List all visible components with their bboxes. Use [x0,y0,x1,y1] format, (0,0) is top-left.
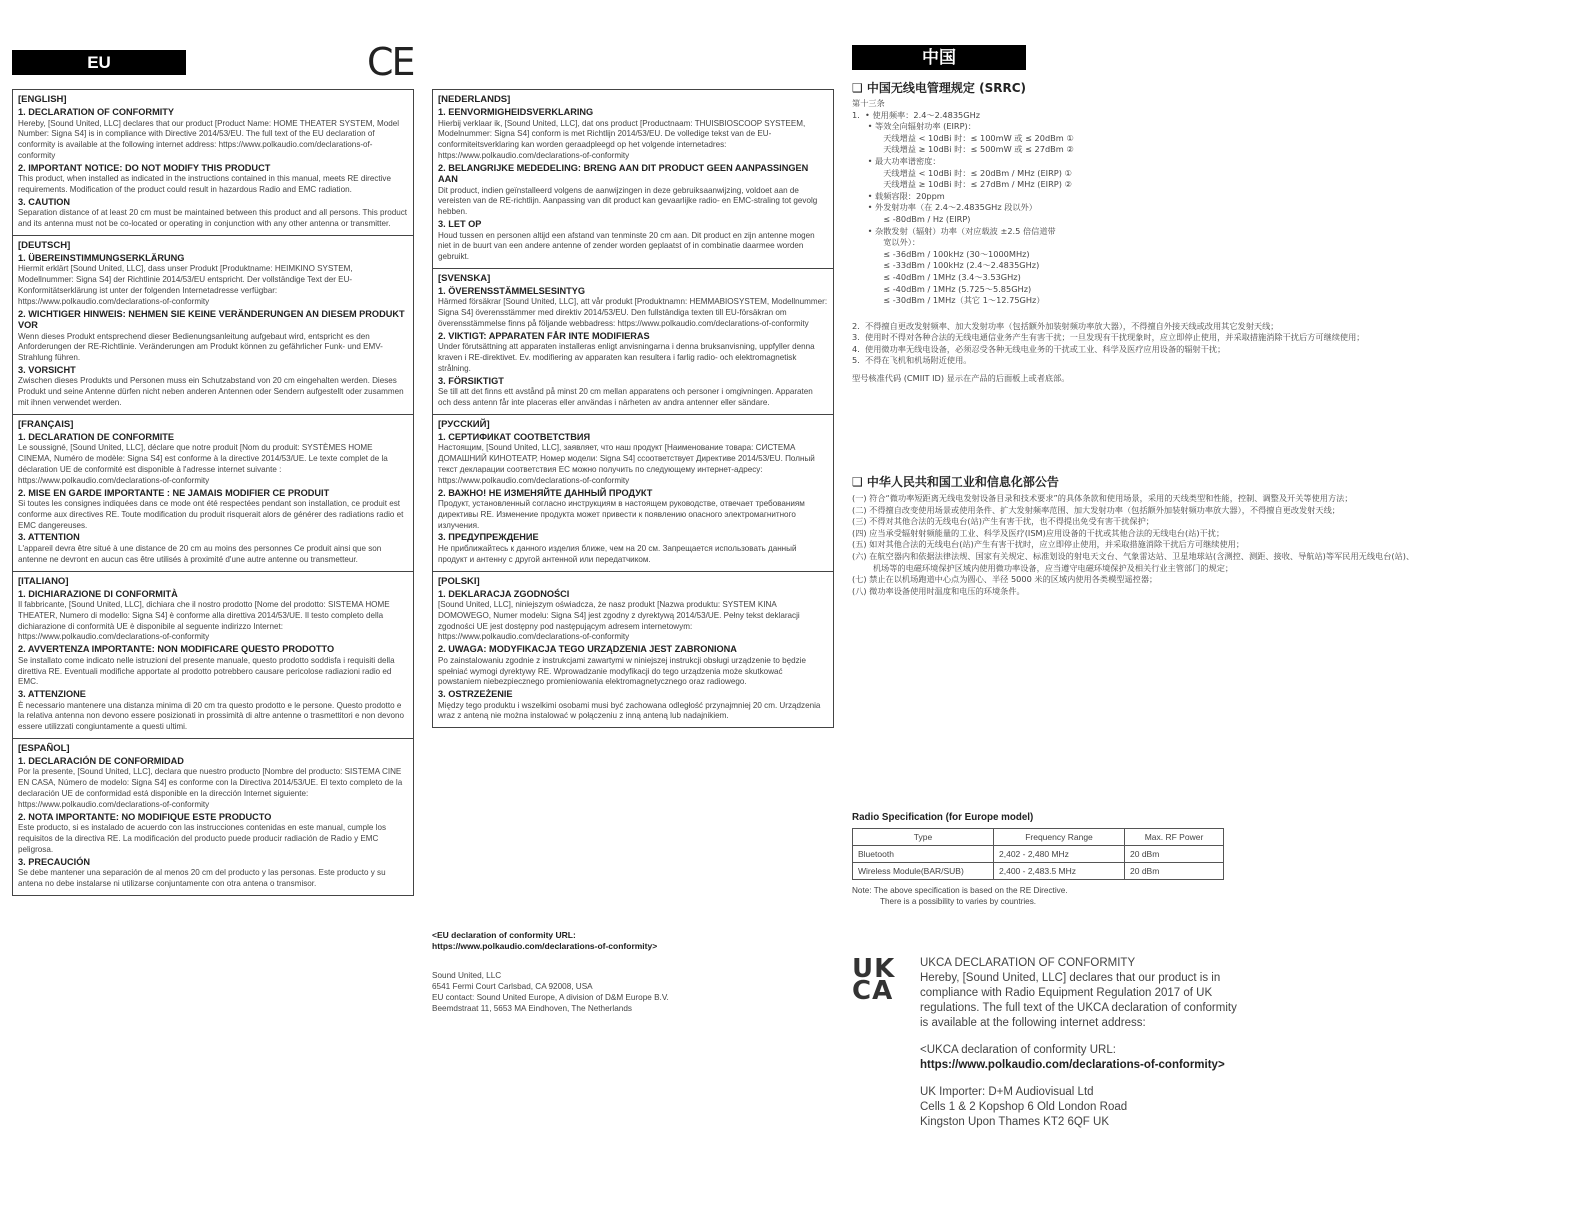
cn-line: • 外发射功率（在 2.4～2.4835GHz 段以外） [852,202,1037,213]
ukca-url-link[interactable]: https://www.polkaudio.com/declarations-of-conformity> [920,1059,1225,1071]
language-block [12,89,414,236]
cn-line: ≤ -36dBm / 100kHz (30～1000MHz) [852,248,1030,259]
cn-line: 宽以外）： [852,237,921,248]
declaration-section [18,365,408,409]
radio-spec-table [852,828,1224,880]
cn-line: (七) 禁止在以机场跑道中心点为圆心、半径 5000 米的区域内使用各类模型遥控器； [852,574,1158,585]
section-text: Hereby, [Sound United, LLC] declares that our product [Product Name: HOME THEATER SYSTEM, Model Number: Signa S4] is in compliance with Directive 2014/53/EU. The full text of the EU declaration of conformity is available at the following internet address: https://www.polkaudio.com/declarations-of-conformity [18,118,400,160]
cn-line: (八) 微功率设备使用时温度和电压的环境条件。 [852,585,1025,596]
section-text: Le soussigné, [Sound United, LLC], déclare que notre produit [Nom du produit: SYSTÈMES HOME CINEMA, Numéro de modèle: Signa S4] est conforme à la directive 2014/53/UE. Le texte complet de la déclaration UE de conformité est disponible à l'adresse internet suivante : https://www.polkaudio.com/declarations-of-conformity [18,443,388,485]
cn-line: 天线增益 ≥ 10dBi 时：≤ 27dBm / MHz (EIRP) ② [852,179,1072,190]
section-heading: 1. ÖVERENSSTÄMMELSESINTYG [438,285,586,296]
cn-line: (五) 如对其他合法的无线电台(站)产生有害干扰时，应立即停止使用，并采取措施消除干扰后方可继续使用； [852,539,1245,550]
cn-line: (一) 符合“微功率短距离无线电发射设备目录和技术要求”的具体条款和使用场景，采用的天线类型和性能，控制、调整及开关等使用方法； [852,493,1353,503]
section-text: Se installato come indicato nelle istruzioni del presente manuale, questo prodotto soddisfa i requisiti della direttiva RE. Eventuali modifiche apportate al prodotto potrebbero causare pericolose radiazioni radio ed EMC. [18,655,395,687]
cn-line: ≤ -40dBm / 1MHz (3.4～3.53GHz) [852,271,1021,282]
eu-url-link[interactable]: https://www.polkaudio.com/declarations-of-conformity> [432,941,658,951]
cn-line: 第十三条 [852,98,885,108]
table-cell: Bluetooth [853,845,994,862]
eu-tag: EU [12,50,186,75]
declaration-section [438,432,828,487]
ukca-url-label: <UKCA declaration of conformity URL: [920,1044,1116,1056]
declaration-section [438,219,828,263]
cn-line: ≤ -40dBm / 1MHz (5.725～5.85GHz) [852,283,1032,294]
section-heading: 3. LET OP [438,219,482,230]
section-heading: 2. NOTA IMPORTANTE: NO MODIFIQUE ESTE PRODUCTO [18,811,272,822]
section-text: Este producto, si es instalado de acuerdo con las instrucciones contenidas en este manual, cumple los requisitos de la directiva RE. La modificación del producto puede producir radiación de Radio y EMC peligrosa. [18,823,387,854]
section-heading: 2. IMPORTANT NOTICE: DO NOT MODIFY THIS PRODUCT [18,162,271,173]
language-label: [ITALIANO] [18,575,69,587]
section-text: Se debe mantener una separación de al menos 20 cm del producto y las personas. Este producto y su antena no debe instalarse ni utilizarse conjuntamente con otra antena o transmisor. [18,868,386,888]
declaration-section [438,286,828,330]
cn-line: ≤ -80dBm / Hz (EIRP) [852,213,971,224]
section-heading: 1. ÜBEREINSTIMMUNGSERKLÄRUNG [18,252,185,263]
uk-importer: UK Importer: D+M Audiovisual Ltd [920,1086,1094,1098]
declaration-section [18,644,408,688]
section-heading: 1. DECLARATION OF CONFORMITY [18,107,175,117]
language-block [432,269,834,415]
language-label: [ENGLISH] [18,94,67,105]
declaration-section [438,488,828,532]
section-text: Houd tussen en personen altijd een afstand van tenminste 20 cm aan. Dit product en zijn antenne mogen niet in de buurt van een andere antenne of zender worden geplaatst of in combinatie daarmee worden gebruikt. [438,230,815,262]
declaration-section [18,756,408,811]
cn-line: • 等效全向辐射功率 (EIRP)： [852,121,976,132]
cn-line: 机场等的电磁环境保护区域内使用微功率设备，应当遵守电磁环境保护及相关行业主管部门的规定； [852,562,1234,573]
section-heading: 3. ATTENTION [18,532,80,543]
cn-line: 天线增益 < 10dBi 时：≤ 20dBm / MHz (EIRP) ① [852,167,1072,178]
uk-importer-address: Cells 1 & 2 Kopshop 6 Old London Road [920,1101,1128,1113]
ce-mark: CE [367,40,414,84]
section-text: Продукт, установленный согласно инструкциям в настоящем руководстве, отвечает требованиям директивы RE. Изменение продукта может привести к появлению опасного электромагнитного излучения. [438,499,805,530]
cn-line: ≤ -30dBm / 1MHz（其它 1～12.75GHz） [852,295,1045,306]
declaration-section [18,689,408,733]
table-cell: 2,400 - 2,483.5 MHz [994,862,1125,879]
cn-line: (四) 应当承受辐射射频能量的工业、科学及医疗(ISM)应用设备的干扰或其他合法的无线电台(站)干扰； [852,527,1225,538]
address-line: Beemdstraat 11, 5653 MA Eindhoven, The Netherlands [432,1004,632,1013]
declaration-section [438,376,828,409]
cn-line: 2. 不得擅自更改发射频率、加大发射功率（包括额外加装射频功率放大器），不得擅自外接天线或改用其它发射天线； [852,320,1279,331]
section-text: Hierbij verklaar ik, [Sound United, LLC], dat ons product [Productnaam: THUISBIOSCOOP SYSTEEM, Modelnummer: Signa S4] conform is met Richtlijn 2014/53/EU. De volledige tekst van de EU-conformiteitsverklaring kan worden geraadpleegd op het volgende internetadres: https://www.polkaudio.com/declarations-of-conformity [438,118,806,160]
language-label: [ESPAÑOL] [18,742,70,754]
section-heading: 1. EENVORMIGHEIDSVERKLARING [438,107,594,117]
eu-declarations-column-1 [12,89,414,896]
cn-line: 4. 使用微功率无线电设备，必须忍受各种无线电业务的干扰或工业、科学及医疗应用设备的辐射干扰； [852,343,1226,354]
declaration-section [18,857,408,890]
ukca-body: is available at the following internet address: [920,1017,1146,1029]
language-block [12,739,414,896]
cn-line: 天线增益 < 10dBi 时：≤ 100mW 或 ≤ 20dBm ① [852,132,1074,143]
declaration-section [18,253,408,308]
declaration-section [438,589,828,644]
section-heading: 2. ВАЖНО! НЕ ИЗМЕНЯЙТЕ ДАННЫЙ ПРОДУКТ [438,487,653,498]
language-label: [NEDERLANDS] [438,94,511,105]
section-heading: 3. CAUTION [18,196,71,207]
table-header: Max. RF Power [1125,828,1224,845]
section-text: Не приближайтесь к данного изделия ближе, чем на 20 см. Запрещается использовать данный продукт и антенну с другой антенной или передатчиком. [438,543,797,564]
table-cell: 20 dBm [1125,862,1224,879]
radio-spec-title: Radio Specification (for Europe model) [852,812,1034,823]
eu-url-label: <EU declaration of conformity URL: [432,930,576,940]
eu-footer [432,930,834,1014]
section-heading: 2. UWAGA: MODYFIKACJA TEGO URZĄDZENIA JEST ZABRONIONA [438,644,737,655]
declaration-section [18,488,408,532]
language-block [432,415,834,572]
language-label: [POLSKI] [438,575,480,587]
cn-line: • 载频容限：20ppm [852,190,945,201]
section-heading: 1. СЕРТИФИКАТ СООТВЕТСТВИЯ [438,431,591,442]
section-text: [Sound United, LLC], niniejszym oświadcza, że nasz produkt [Nazwa produktu: SYSTEM KINA DOMOWEGO, Numer modelu: Signa S4] jest zgodny z dyrektywą 2014/53/UE. Pełny tekst deklaracji zgodności UE jest dostępny pod następującym adresem internetowym: https://www.polkaudio.com/declarations-of-conformity [438,600,800,642]
table-cell: 2,402 - 2,480 MHz [994,845,1125,862]
ukca-body: compliance with Radio Equipment Regulation 2017 of UK [920,987,1213,999]
ukca-logo-top: UK [852,954,896,984]
ukca-title: UKCA DECLARATION OF CONFORMITY [920,957,1136,969]
cn-line: 型号核准代码 (CMIIT ID) 显示在产品的后面板上或者底部。 [852,373,1070,384]
section-heading: 2. AVVERTENZA IMPORTANTE: NON MODIFICARE QUESTO PRODOTTO [18,644,335,655]
spec-note: Note: The above specification is based on the RE Directive. [852,885,1068,895]
declaration-section [438,689,828,722]
language-block [432,89,834,269]
section-text: Il fabbricante, [Sound United, LLC], dichiara che il nostro prodotto [Nome del prodotto: SISTEMA HOME THEATER, Numero di modello: Signa S4] è conforme alla direttiva 2014/53/UE. Il testo completo della dichiarazione di conformità UE è disponibile al seguente indirizzo Internet: https://www.polkaudio.com/declarations-of-conformity [18,600,390,642]
section-heading: 1. DECLARATION DE CONFORMITE [18,431,175,442]
miit-title: ❑ 中华人民共和国工业和信息化部公告 [852,475,1059,489]
declaration-section [18,197,408,230]
declaration-section [18,812,408,856]
cn-line: • 最大功率谱密度： [852,155,941,166]
table-row [853,845,1224,862]
declaration-section [438,532,828,565]
spec-note: There is a possibility to varies by countries. [880,896,1037,906]
declaration-section [18,163,408,196]
ukca-logo-bottom: CA [852,976,894,1006]
language-label: [DEUTSCH] [18,239,71,251]
language-block [432,572,834,729]
section-text: Po zainstalowaniu zgodnie z instrukcjami zawartymi w niniejszej instrukcji obsługi urządzenie to będzie spełniać wymogi dyrektywy RE. Wprowadzanie modyfikacji do tego urządzenia może skutkować powstaniem niebezpiecznego promieniowania elektromagnetycznego oraz radiowego. [438,655,806,687]
section-heading: 2. WICHTIGER HINWEIS: NEHMEN SIE KEINE VERÄNDERUNGEN AN DIESEM PRODUKT VOR [18,308,405,331]
section-text: È necessario mantenere una distanza minima di 20 cm tra questo prodotto e le persone. Questo prodotto e la relativa antenna non devono essere posizionati in prossimità di altre antenne o trasmettitori e non devono essere utilizzati congiuntamente a questi ultimi. [18,700,405,732]
section-text: Under förutsättning att apparaten installeras enligt anvisningarna i denna bruksanvisning, uppfyller denna kraven i RE-direktivet. Ev. modifiering av apparaten kan resultera i farlig radio- och elektromagnetisk strålning. [438,342,815,373]
section-heading: 3. ПРЕДУПРЕЖДЕНИЕ [438,532,539,543]
cn-line: (二) 不得擅自改变使用场景或使用条件、扩大发射频率范围、加大发射功率（包括额外加装射频功率放大器），不得擅自更改发射天线； [852,504,1340,515]
cn-line: (三) 不得对其他合法的无线电台(站)产生有害干扰，也不得提出免受有害干扰保护； [852,516,1154,527]
cn-line: • 杂散发射（辐射）功率（对应载波 ±2.5 倍信道带 [852,225,1056,236]
section-heading: 3. OSTRZEŻENIE [438,689,513,700]
ukca-logo [852,954,922,1006]
language-block [12,236,414,415]
declaration-section [438,107,828,162]
language-label: [SVENSKA] [438,272,491,284]
china-miit-section [852,474,1577,597]
declaration-section [18,532,408,565]
declaration-section [18,589,408,644]
address-line: Sound United, LLC [432,971,502,980]
table-row [853,862,1224,879]
ukca-body: regulations. The full text of the UKCA declaration of conformity [920,1002,1237,1014]
declaration-section [438,331,828,375]
cn-line: 天线增益 ≥ 10dBi 时：≤ 500mW 或 ≤ 27dBm ② [852,144,1074,155]
cn-line: ≤ -33dBm / 100kHz (2.4～2.4835GHz) [852,260,1040,271]
cn-line: 5. 不得在飞机和机场附近使用。 [852,355,972,366]
section-text: Se till att det finns ett avstånd på minst 20 cm mellan apparatens och personer i omgivningen. Apparaten och dess antenn får inte placeras eller användas i närheten av andra antenner eller sändare. [438,387,813,408]
declaration-section [18,432,408,487]
address-line: 6541 Fermi Court Carlsbad, CA 92008, USA [432,982,593,991]
uk-importer-address: Kingston Upon Thames KT2 6QF UK [920,1116,1109,1128]
section-text: Hiermit erklärt [Sound United, LLC], dass unser Produkt [Produktname: HEIMKINO SYSTEM, Modellnummer: Signa S4] der Richtlinie 2014/53/EU entspricht. Der vollständige Text der EU-Konformitätserklärung ist unter der folgenden Internetadresse verfügbar: https://www.polkaudio.com/declarations-of-conformity [18,264,353,306]
eu-declarations-column-2 [432,89,834,728]
table-header: Type [853,828,994,845]
radio-spec-section [852,812,1272,907]
srrc-title: ❑ 中国无线电管理规定 (SRRC) [852,81,1027,95]
section-text: Por la presente, [Sound United, LLC], declara que nuestro producto [Nombre del producto: SISTEMA CINE EN CASA, Número de modelo: Signa S4] es conforme con la Directiva 2014/53/UE. El texto completo de la declaración UE de conformidad está disponible en la dirección Internet siguiente: https://www.polkaudio.com/declarations-of-conformity [18,767,403,809]
declaration-section [18,309,408,364]
table-cell: 20 dBm [1125,845,1224,862]
ukca-body: Hereby, [Sound United, LLC] declares that our product is in [920,972,1221,984]
section-heading: 3. PRECAUCIÓN [18,856,90,867]
section-text: Dit product, indien geïnstalleerd volgens de aanwijzingen in deze gebruiksaanwijzing, voldoet aan de vereisten van de RE-richtlijn. Aanpassing van dit product kan gevaarlijke radio- en EMC-straling tot gevolg hebben. [438,185,818,217]
cn-line: 1. • 使用频率：2.4～2.4835GHz [852,109,981,120]
declaration-section [438,644,828,688]
section-heading: 3. VORSICHT [18,364,76,375]
table-header: Frequency Range [994,828,1125,845]
cn-line: (六) 在航空器内和依据法律法规、国家有关规定、标准划设的射电天文台、气象雷达站、卫星地球站(含测控、测距、接收、导航站)等军民用无线电台(站)、 [852,550,1415,561]
cn-tag: 中国 [852,45,1026,70]
section-text: Si toutes les consignes indiquées dans ce mode ont été respectées pendant son installation, ce produit est conforme aux directives RE. Toute modification du produit risquerait alors de générer des radiations radio et EMC dangereuses. [18,499,404,530]
section-text: Härmed försäkrar [Sound United, LLC], att vår produkt [Produktnamn: HEMMABIOSYSTEM, Modellnummer: Signa S4] överensstämmer med direktiv 2014/53/EU. Den fullständiga texten till EU-försäkran om överensstämmelse finns på följande webbadress: https://www.polkaudio.com/declarations-of-conformity [438,297,828,329]
declaration-section [18,107,408,162]
section-heading: 2. VIKTIGT: APPARATEN FÅR INTE MODIFIERAS [438,330,650,341]
section-text: Separation distance of at least 20 cm must be maintained between this product and all persons. This product and its antenna must not be co-located or operating in conjunction with any other antenna or transmitter. [18,208,408,229]
table-cell: Wireless Module(BAR/SUB) [853,862,994,879]
language-block [12,415,414,572]
language-label: [РУССКИЙ] [438,418,490,430]
section-heading: 3. ATTENZIONE [18,689,86,700]
section-heading: 2. MISE EN GARDE IMPORTANTE : NE JAMAIS MODIFIER CE PRODUIT [18,487,330,498]
section-text: Zwischen dieses Produkts und Personen muss ein Schutzabstand von 20 cm eingehalten werden. Dieses Produkt und seine Antenne dürfen nicht neben anderen Antennen oder Sendern aufgestellt oder zusammen mit ihnen verwendet werden. [18,376,404,408]
section-heading: 1. DICHIARAZIONE DI CONFORMITÀ [18,588,178,599]
section-heading: 1. DEKLARACJA ZGODNOŚCI [438,588,570,599]
section-text: Настоящим, [Sound United, LLC], заявляет, что наш продукт [Наименование товара: СИСТЕМА ДОМАШНИЙ КИНОТЕАТР, Номер модели: Signa S4] ссоответствует Директиве 2014/53/EU. Полный текст декларации соответствия ЕС можно получить по следующему интернет-адресу: https://www.polkaudio.com/declarations-of-conformity [438,443,815,485]
cn-line: 3. 使用时不得对各种合法的无线电通信业务产生有害干扰；一旦发现有干扰现象时，应立即停止使用，并采取措施消除干扰后方可继续使用； [852,332,1365,343]
section-text: Wenn dieses Produkt entsprechend dieser Bedienungsanleitung aufgebaut wird, entspricht es den Anforderungen der RE-Richtlinie. Veränderungen am Produkt können zu gefährlicher Funk- und EMV-Strahlung führen. [18,331,383,363]
section-heading: 1. DECLARACIÓN DE CONFORMIDAD [18,755,184,766]
address-line: EU contact: Sound United Europe, A division of D&M Europe B.V. [432,993,669,1002]
section-heading: 2. BELANGRIJKE MEDEDELING: BRENG AAN DIT PRODUCT GEEN AANPASSINGEN AAN [438,162,809,185]
ukca-declaration [920,956,1480,1130]
language-label: [FRANÇAIS] [18,418,74,430]
language-block [12,572,414,739]
section-text: This product, when installed as indicated in the instructions contained in this manual, meets RE directive requirements. Modification of the product could result in hazardous Radio and EMC radiation. [18,174,391,194]
section-text: L'appareil devra être situé à une distance de 20 cm au moins des personnes Ce produit ainsi que son antenne ne devront en aucun cas être utilisés à proximité d'une autre antenne ou transmetteur. [18,543,382,564]
section-text: Między tego produktu i wszelkimi osobami musi być zachowana odległość przynajmniej 20 cm. Urządzenia wraz z anteną nie można instalować w połączeniu z inną anteną lub nadajnikiem. [438,700,821,721]
china-srrc-section [852,80,1572,385]
section-heading: 3. FÖRSIKTIGT [438,375,504,386]
declaration-section [438,163,828,218]
